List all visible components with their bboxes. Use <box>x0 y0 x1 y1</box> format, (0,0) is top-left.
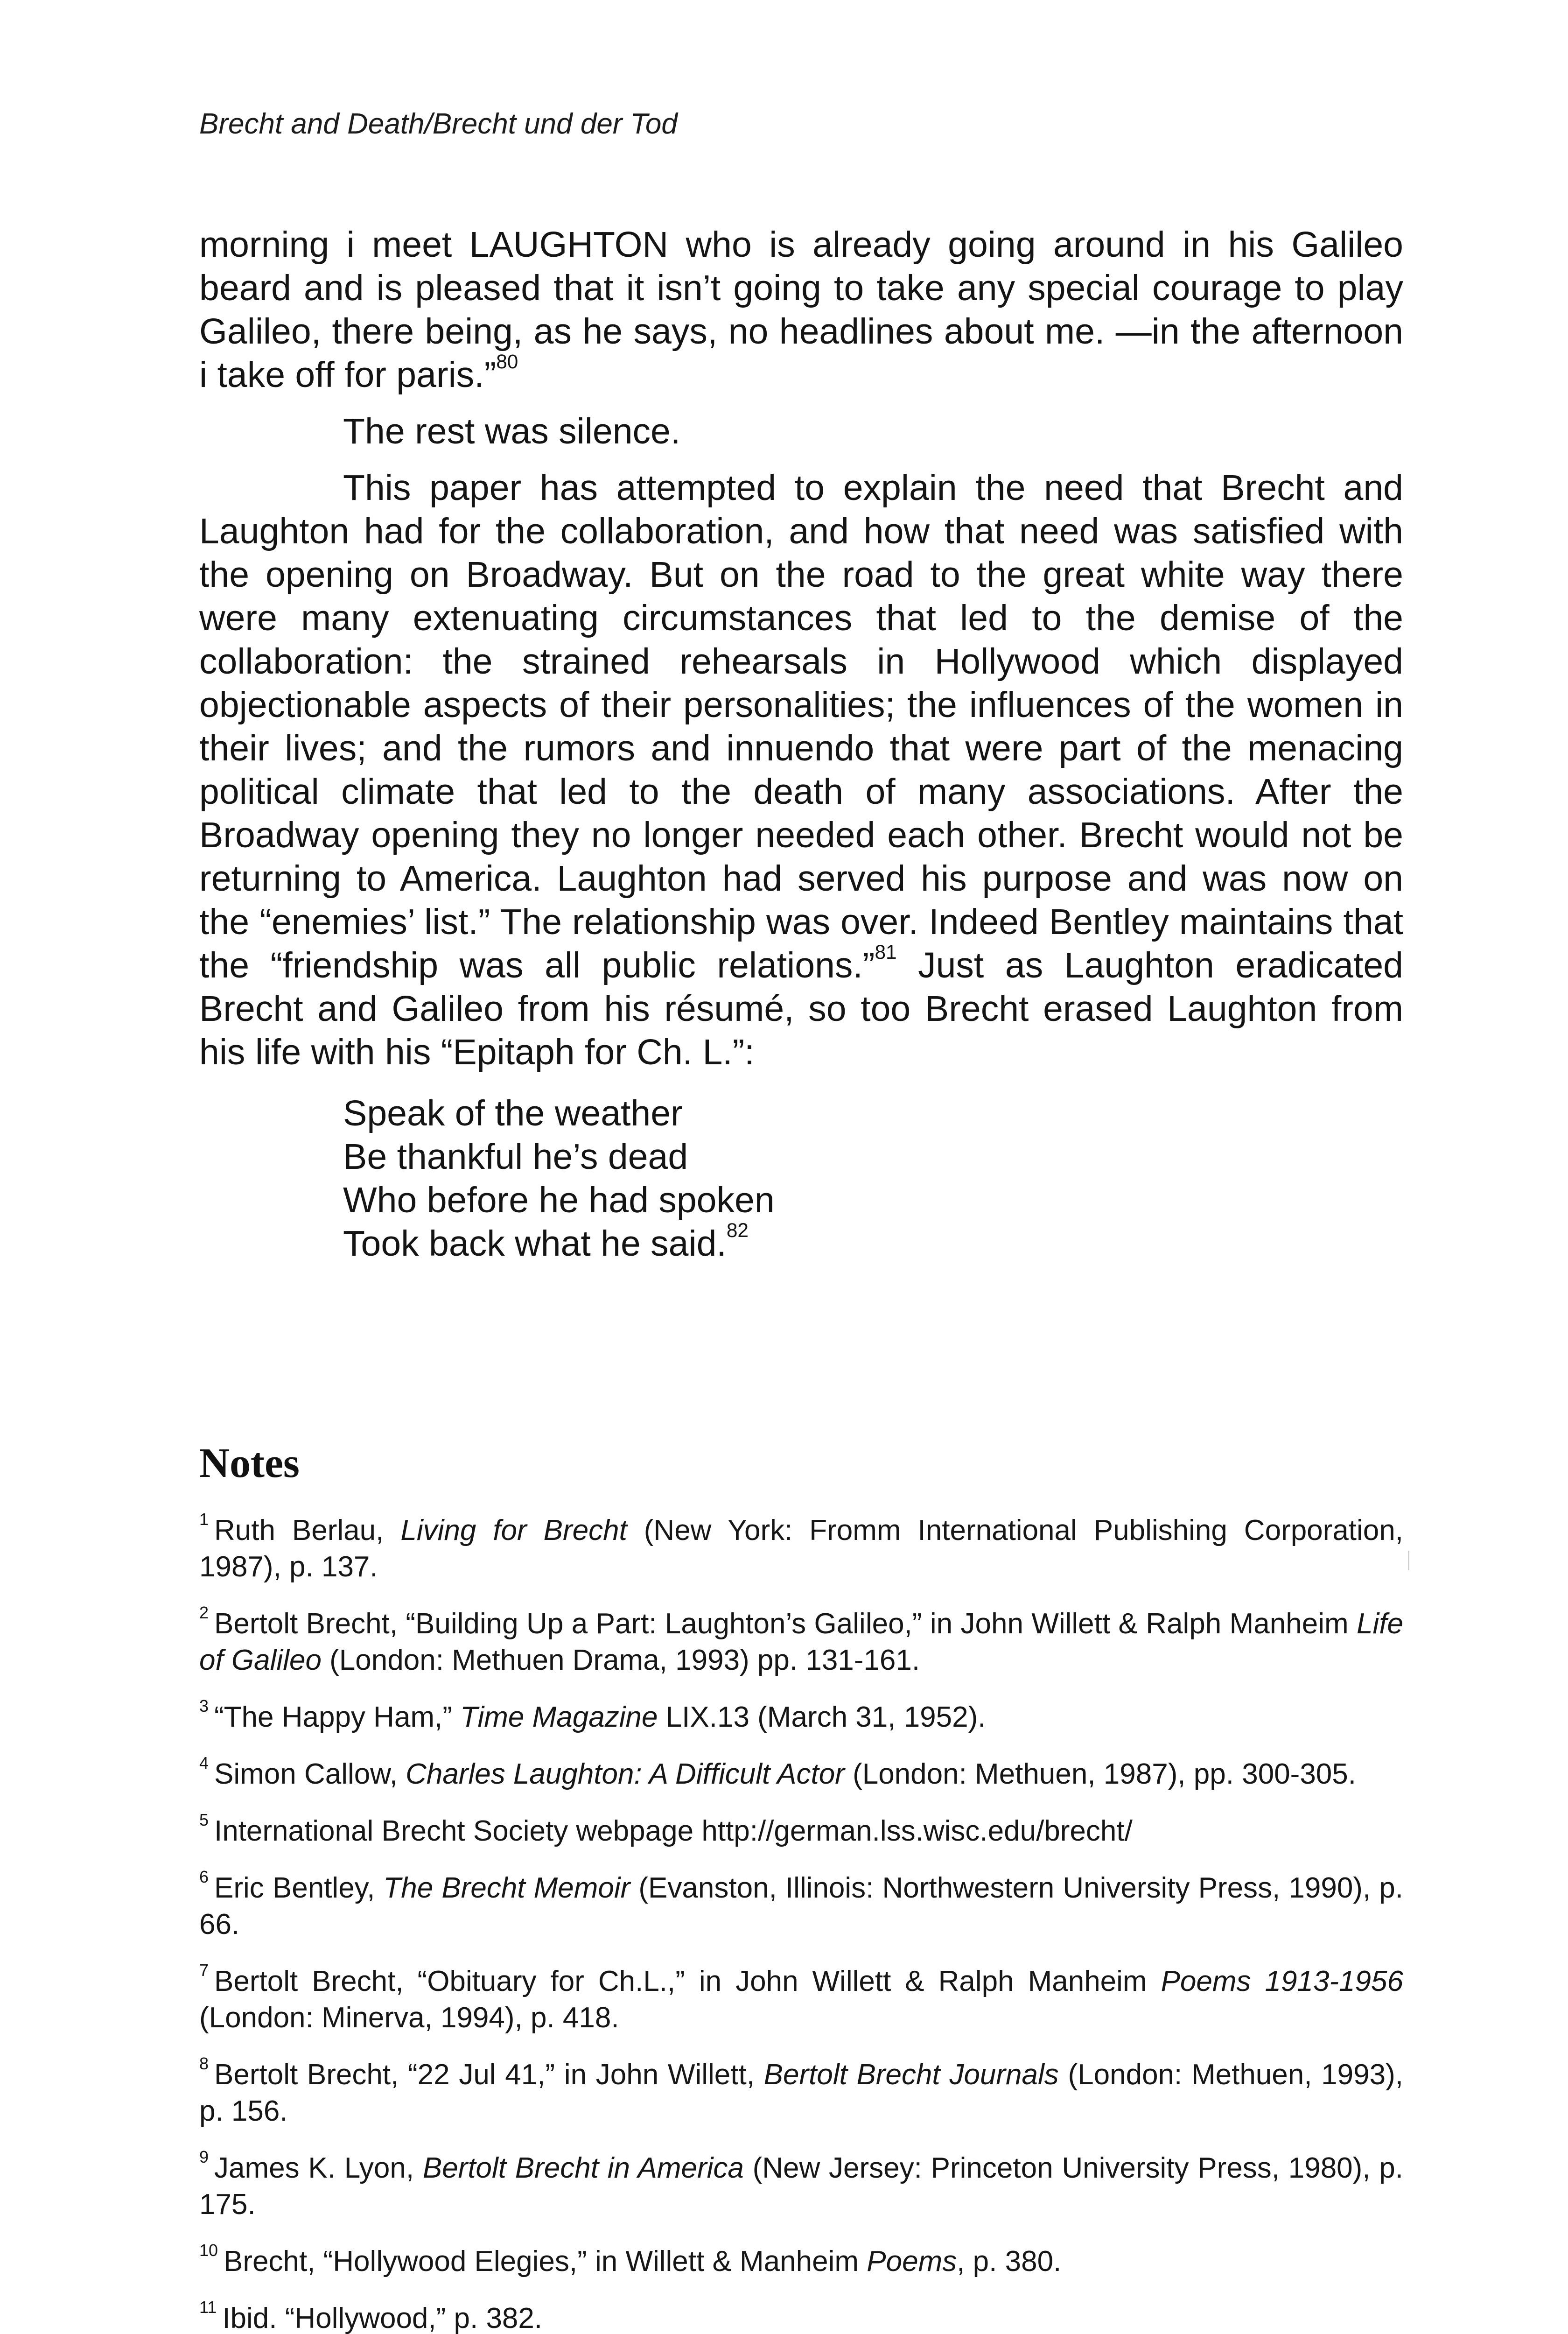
note-text: Bertolt Brecht, “Building Up a Part: Laughton’s Galileo,” in John Willett & Ralph Manheim <box>214 1608 1357 1640</box>
note-9 <box>199 2147 1403 2223</box>
footnote-ref-82: 82 <box>726 1219 749 1241</box>
note-text-end: (London: Methuen, 1987), pp. 300-305. <box>844 1758 1356 1790</box>
notes-list <box>199 1509 1404 2334</box>
note-number: 1 <box>199 1509 209 1529</box>
verse-line-2: Be thankful he’s dead <box>343 1137 688 1177</box>
note-text: Ibid. “Hollywood,” p. 382. <box>222 2302 543 2334</box>
note-6 <box>199 1867 1403 1943</box>
note-text-end: LIX.13 (March 31, 1952). <box>658 1701 986 1733</box>
note-title: Bertolt Brecht in America <box>422 2152 744 2184</box>
note-2 <box>199 1603 1403 1679</box>
paragraph-text: morning i meet LAUGHTON who is already going around in his Galileo beard and is pleased that it isn’t going to take any special courage to play Galileo, there being, as he says, no headlines about me. —in the afternoon i take off for paris.” <box>199 225 1403 395</box>
note-8 <box>199 2053 1403 2130</box>
note-text-end: (New York: Fromm International Publishing Corporation, 1987), p. 137. <box>199 1514 1403 1583</box>
note-title: Poems <box>867 2245 957 2278</box>
note-11 <box>199 2297 1403 2334</box>
note-text: James K. Lyon, <box>214 2152 423 2184</box>
paragraph-text-continued: Just as Laughton eradicated Brecht and Galileo from his résumé, so too Brecht erased Laughton from his life with his “Epitaph for Ch. L.”: <box>199 945 1404 1072</box>
note-number: 11 <box>199 2297 217 2317</box>
note-5 <box>199 1810 1403 1849</box>
note-number: 10 <box>199 2240 218 2260</box>
note-text: Bertolt Brecht, “22 Jul 41,” in John Willett, <box>214 2059 764 2091</box>
note-text: Eric Bentley, <box>214 1872 384 1904</box>
note-text: Simon Callow, <box>214 1758 406 1790</box>
note-text: Bertolt Brecht, “Obituary for Ch.L.,” in John Willett & Ralph Manheim <box>214 1965 1161 1997</box>
verse-line-4-text: Took back what he said. <box>343 1223 727 1264</box>
epitaph-verse <box>343 1092 1403 1265</box>
note-number: 4 <box>199 1753 209 1772</box>
note-title: Bertolt Brecht Journals <box>763 2059 1059 2091</box>
note-title: Living for Brecht <box>400 1514 627 1547</box>
note-1 <box>199 1509 1403 1585</box>
paragraph-silence: The rest was silence. <box>343 411 681 451</box>
note-number: 9 <box>199 2147 209 2166</box>
note-number: 8 <box>199 2053 209 2073</box>
paragraph-text: This paper has attempted to explain the need that Brecht and Laughton had for the collaboration, and how that need was satisfied with the opening on Broadway. But on the road to the great white way there were many extenuating circumstances that led to the demise of the collaboration: the strained rehearsals in Hollywood which displayed objectionable aspects of their personalities; the influences of the women in their lives; and the rumors and innuendo that were part of the menacing political climate that led to the death of many associations. After the Broadway opening they no longer needed each other. Brecht would not be returning to America. Laughton had served his purpose and was now on the “enemies’ list.” The relationship was over. Indeed Bentley maintains that the “friendship was all public relations.” <box>199 468 1403 985</box>
paragraph-conclusion <box>199 466 1403 1074</box>
main-text <box>199 223 1403 1265</box>
note-text: Brecht, “Hollywood Elegies,” in Willett & Manheim <box>224 2245 867 2278</box>
paragraph-journal-quote <box>199 223 1403 397</box>
notes-heading: Notes <box>199 1440 300 1486</box>
footnote-ref-80: 80 <box>496 350 518 373</box>
note-text: International Brecht Society webpage http://german.lss.wisc.edu/brecht/ <box>214 1815 1133 1847</box>
note-7 <box>199 1960 1404 2036</box>
verse-line-1: Speak of the weather <box>343 1093 683 1133</box>
note-text-end: (London: Minerva, 1994), p. 418. <box>199 2002 619 2034</box>
note-text: Ruth Berlau, <box>214 1514 401 1547</box>
note-text-end: (London: Methuen Drama, 1993) pp. 131-161. <box>321 1644 920 1676</box>
footnote-ref-81: 81 <box>875 941 897 963</box>
note-title: Life of Galileo <box>199 1608 1403 1676</box>
note-title: Charles Laughton: A Difficult Actor <box>406 1758 845 1790</box>
note-text-end: , p. 380. <box>957 2245 1062 2278</box>
margin-mark <box>1408 1551 1409 1570</box>
note-title: Time Magazine <box>460 1701 658 1733</box>
verse-line-4 <box>343 1219 1403 1265</box>
note-number: 3 <box>199 1696 209 1715</box>
note-text-end: (Evanston, Illinois: Northwestern University Press, 1990), p. 66. <box>199 1872 1403 1940</box>
note-number: 5 <box>199 1810 209 1829</box>
verse-line-3: Who before he had spoken <box>343 1180 775 1220</box>
note-text-end: (London: Methuen, 1993), p. 156. <box>199 2059 1403 2127</box>
note-number: 6 <box>199 1867 209 1886</box>
note-text-end: (New Jersey: Princeton University Press, 1980), p. 175. <box>199 2152 1403 2221</box>
note-3 <box>199 1696 1403 1736</box>
note-title: Poems 1913-1956 <box>1161 1965 1404 1997</box>
note-text: “The Happy Ham,” <box>214 1701 461 1733</box>
note-title: The Brecht Memoir <box>383 1872 630 1904</box>
note-4 <box>199 1753 1403 1793</box>
running-head: Brecht and Death/Brecht und der Tod <box>199 108 678 140</box>
note-10 <box>199 2240 1403 2280</box>
note-number: 7 <box>199 1960 209 1980</box>
note-number: 2 <box>199 1603 209 1622</box>
